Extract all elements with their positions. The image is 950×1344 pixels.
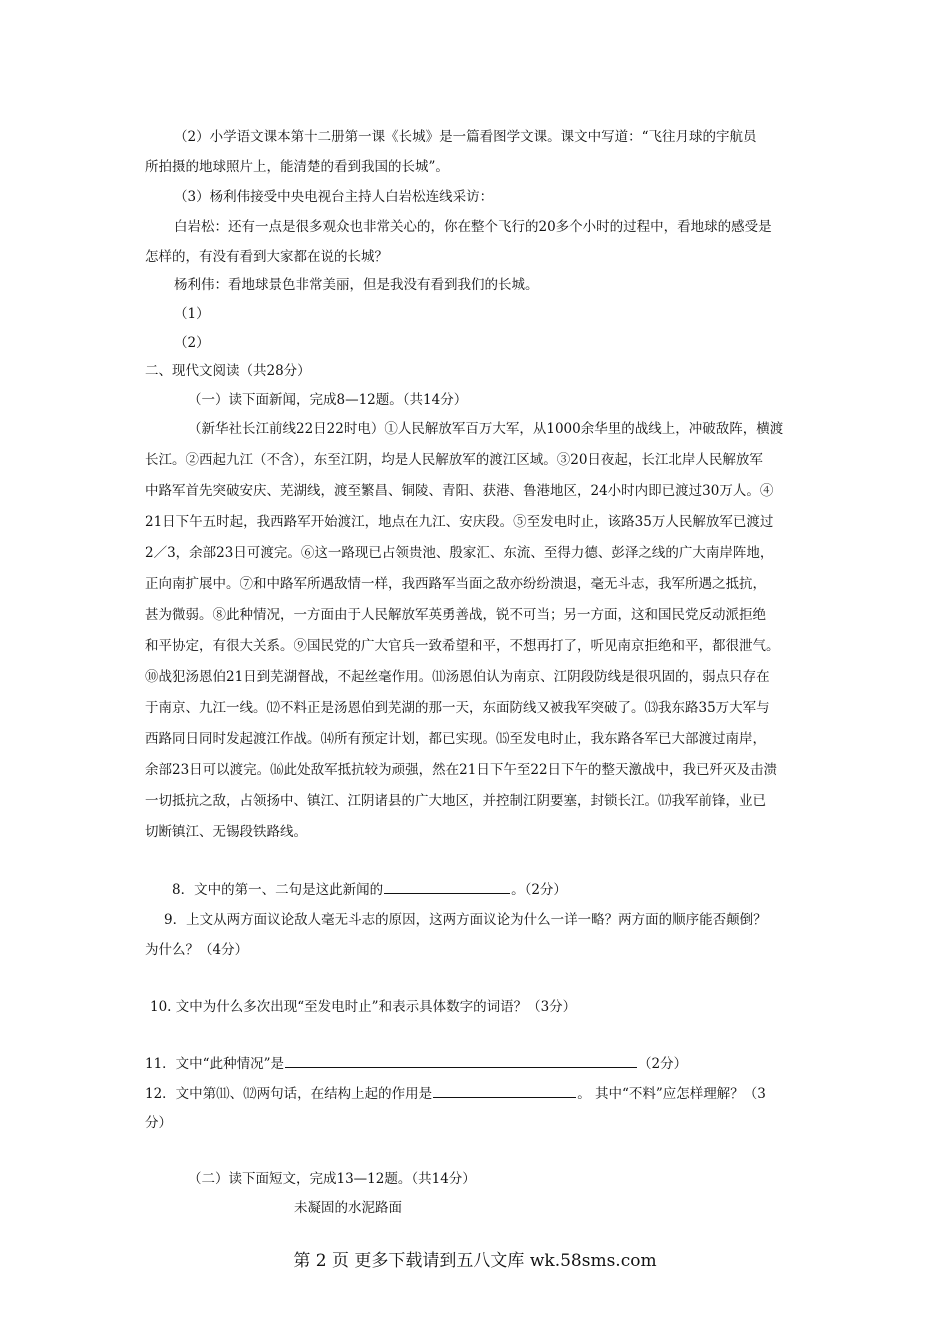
intro-item2-line1: （2）小学语文课本第十二册第一课《长城》是一篇看图学文课。课文中写道：“飞往月球的宇航员 [174, 129, 757, 145]
question-12-answer-blank[interactable] [433, 1084, 576, 1098]
intro-item3: （3）杨利伟接受中央电视台主持人白岩松连线采访： [174, 189, 494, 205]
news-line: 余部23日可以渡完。⒃此处敌军抵抗较为顽强，然在21日下午至22日下午的整天激战中，我已歼灭及击溃 [145, 762, 778, 778]
news-line: 和平协定，有很大关系。⑨国民党的广大官兵一致希望和平，不想再打了，听见南京拒绝和平，都很泄气。 [145, 638, 780, 654]
answer-label-2: （2） [174, 335, 210, 351]
question-11 [145, 1054, 687, 1073]
news-line: 于南京、九江一线。⑿不料正是汤恩伯到芜湖的那一天，东面防线又被我军突破了。⒀我东路35万大军与 [145, 700, 770, 716]
part2-heading: （二）读下面短文，完成13—12题。（共14分） [188, 1171, 476, 1187]
question-8-points: 。（2分） [511, 882, 567, 898]
news-line: 2／3，余部23日可渡完。⑥这一路现已占领贵池、殷家汇、东流、至得力德、彭泽之线的广大南岸阵地， [145, 545, 774, 561]
question-8-text: 8．文中的第一、二句是这此新闻的 [172, 882, 384, 898]
question-10: 10. 文中为什么多次出现“至发电时止”和表示具体数字的词语？（3分） [150, 999, 577, 1015]
news-line: ⑩战犯汤恩伯21日到芜湖督战，不起丝毫作用。⑾汤恩伯认为南京、江阴段防线是很巩固的，弱点只存在 [145, 669, 770, 685]
question-11-answer-blank[interactable] [285, 1054, 637, 1068]
news-line: 21日下午五时起，我西路军开始渡江，地点在九江、安庆段。⑤至发电时止，该路35万人民解放军已渡过 [145, 514, 774, 530]
intro-item2-line2: 所拍摄的地球照片上，能清楚的看到我国的长城”。 [145, 159, 449, 175]
question-12-text-2: 。 其中“不料”应怎样理解？（3 [577, 1086, 766, 1102]
question-11-points: （2分） [637, 1056, 688, 1072]
interview-yang: 杨利伟：看地球景色非常美丽，但是我没有看到我们的长城。 [174, 277, 539, 293]
interview-bai-line1: 白岩松：还有一点是很多观众也非常关心的，你在整个飞行的20多个小时的过程中，看地球的感受是 [174, 219, 772, 235]
news-line: （新华社长江前线22日22时电）①人民解放军百万大军，从1000余华里的战线上，冲破敌阵，横渡 [188, 421, 784, 437]
news-line: 一切抵抗之敌，占领扬中、镇江、江阴诸县的广大地区，并控制江阴要塞，封锁长江。⒄我军前锋，业已 [145, 793, 766, 809]
question-9-line1: 9．上文从两方面议论敌人毫无斗志的原因，这两方面议论为什么一详一略？两方面的顺序能否颠倒？ [164, 912, 767, 928]
news-line: 西路同日同时发起渡江作战。⒁所有预定计划，都已实现。⒂至发电时止，我东路各军已大部渡过南岸， [145, 731, 766, 747]
question-9-line2: 为什么？（4分） [145, 942, 249, 958]
part1-heading: （一）读下面新闻，完成8—12题。（共14分） [188, 392, 468, 408]
page-footer: 第 2 页 更多下载请到五八文库 wk.58sms.com [293, 1251, 657, 1271]
answer-label-1: （1） [174, 306, 210, 322]
section-heading: 二、现代文阅读（共28分） [145, 363, 311, 379]
news-line: 切断镇江、无锡段铁路线。 [145, 824, 307, 840]
question-12 [145, 1084, 766, 1103]
news-line: 甚为微弱。⑧此种情况，一方面由于人民解放军英勇善战，锐不可当；另一方面，这和国民党反动派拒绝 [145, 607, 766, 623]
question-8 [172, 880, 567, 899]
question-8-answer-blank[interactable] [384, 880, 510, 894]
passage-title: 未凝固的水泥路面 [294, 1200, 402, 1216]
question-12-text: 12．文中第⑾、⑿两句话，在结构上起的作用是 [145, 1086, 433, 1102]
news-line: 中路军首先突破安庆、芜湖线，渡至繁昌、铜陵、青阳、获港、鲁港地区，24小时内即已渡过30万人。④ [145, 483, 774, 499]
news-line: 正向南扩展中。⑦和中路军所遇敌情一样，我西路军当面之敌亦纷纷溃退，毫无斗志，我军所遇之抵抗， [145, 576, 766, 592]
question-12-points: 分） [145, 1115, 172, 1131]
interview-bai-line2: 怎样的，有没有看到大家都在说的长城？ [145, 249, 388, 265]
question-11-text: 11．文中“此种情况”是 [145, 1056, 284, 1072]
news-line: 长江。②西起九江（不含），东至江阴，均是人民解放军的渡江区域。③20日夜起，长江北岸人民解放军 [145, 452, 763, 468]
